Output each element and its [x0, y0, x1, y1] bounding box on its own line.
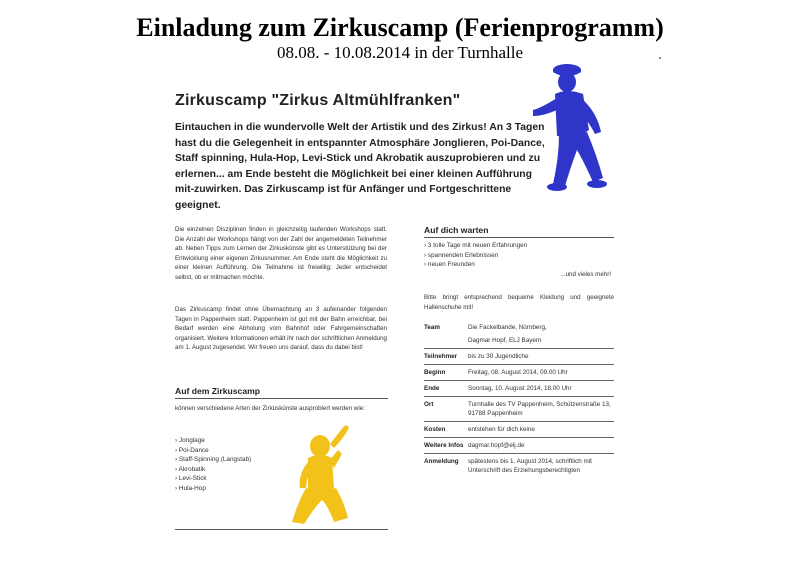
intro-paragraph: Eintauchen in die wundervolle Welt der Artistik und des Zirkus! An 3 Tagen hast du die Gelegenheit in entspannter Atmosphäre Jonglieren, Poi-Dance, Staff spinning, Hula-Hop, Levi-Stick und Akrobatik auszuprobieren und zu erlernen... am Ende besteht die Möglichkeit bei einer kleinen Aufführung mit-zuwirken. Das Zirkuscamp ist für Anfänger und Fortgeschrittene geeignet.	[175, 122, 545, 211]
table-row	[424, 349, 614, 365]
info-label: Kosten	[424, 422, 468, 438]
info-value: spätestens bis 1. August 2014, schriftlich mit Unterschrift des Erziehungsberechtigten	[468, 458, 592, 474]
info-value: Freitag, 08. August 2014, 09.00 Uhr	[468, 365, 614, 381]
location-paragraph: Das Zirkuscamp findet ohne Übernachtung an 3 aufeinander folgenden Tagen in Pappenheim statt. Pappenheim ist gut mit der Bahn erreichbar, bei Bedarf werden eine Abholung vom Bahnhof oder Fahrgemeinschaften organisiert. Weitere Informationen erhält ihr nach der schriftlichen Anmeldung am 1. August zugesendet. Wir freuen uns darauf, dass du dabei bist!	[175, 306, 387, 352]
info-label: Beginn	[424, 365, 468, 381]
info-value: entstehen für dich keine	[468, 422, 614, 438]
list-item: › neuen Freunden	[424, 261, 475, 269]
list-item: › Poi-Dance	[175, 446, 209, 454]
flyer-title: Zirkuscamp "Zirkus Altmühlfranken"	[175, 92, 461, 109]
info-value: Turnhalle des TV Pappenheim, Schützenstraße 13, 91788 Pappenheim	[468, 397, 614, 422]
list-item: › spannenden Erlebnissen	[424, 251, 499, 259]
info-label: Ende	[424, 381, 468, 397]
section-heading-auf-dich-warten: Auf dich warten	[424, 225, 489, 235]
disciplines-lead-text: können verschiedene Arten der Zirkuskünste ausprobiert werden wie:	[175, 405, 365, 412]
list-item: › Akrobatik	[175, 465, 206, 473]
disciplines-list	[175, 436, 251, 493]
dancer-silhouette-icon	[527, 60, 622, 195]
table-row	[424, 397, 614, 422]
info-label: Teilnehmer	[424, 349, 468, 365]
benefits-list	[424, 241, 614, 270]
speck-mark	[659, 57, 661, 59]
info-value: Sonntag, 10. August 2014, 18.00 Uhr	[468, 381, 614, 397]
table-row	[424, 381, 614, 397]
document-title: Einladung zum Zirkuscamp (Ferienprogramm)	[136, 13, 664, 42]
info-value: bis zu 30 Jugendliche	[468, 349, 614, 365]
table-row	[424, 438, 614, 454]
table-row	[424, 365, 614, 381]
list-item: › Staff-Spinning (Langstab)	[175, 456, 252, 463]
table-row	[424, 321, 614, 349]
section-heading-zirkuscamp: Auf dem Zirkuscamp	[175, 386, 261, 396]
info-label: Anmeldung	[424, 458, 459, 465]
child-silhouette-icon	[286, 422, 362, 528]
divider	[175, 529, 388, 530]
clothing-hint: Bitte bringt entsprechend bequeme Kleidung und geeignete Hallenschuhe mit!	[424, 294, 614, 311]
list-item: › Hula-Hop	[175, 484, 206, 492]
table-row	[424, 422, 614, 438]
event-date-line: 08.08. - 10.08.2014 in der Turnhalle	[276, 43, 524, 62]
table-row	[424, 454, 614, 479]
info-label: Team	[424, 321, 468, 349]
and-more-text: ...und vieles mehr!	[560, 271, 611, 278]
info-label: Weitere Infos	[424, 438, 468, 454]
divider	[424, 237, 614, 238]
divider	[175, 398, 388, 399]
list-item: › Levi-Stick	[175, 475, 207, 482]
team-line: Die Fackelbande, Nürnberg,	[468, 324, 547, 331]
list-item: › 3 tolle Tage mit neuen Erfahrungen	[424, 242, 528, 249]
info-label: Ort	[424, 397, 468, 422]
event-info-table	[424, 321, 614, 478]
team-line: Dagmar Hopf, ELJ Bayern	[468, 337, 542, 344]
workshops-paragraph: Die einzelnen Disziplinen finden in gleichzeitig laufenden Workshops statt. Die Anzahl der Workshops hängt von der Zahl der angemeldeten Teilnehmer ab. Neben Tipps zum Lernen der Zirkuskünste gibt es Unterstützung bei der Entwicklung einer eigenen Zirkusnummer. Am Ende steht die Möglichkeit zu einer kleinen Aufführung. Die Teilnahme ist freiwillig; Jeder entscheidet selbst, ob er mitmachen möchte.	[175, 226, 387, 281]
list-item: › Jonglage	[175, 437, 205, 444]
info-value	[468, 321, 614, 349]
info-value[interactable]: dagmar.hopf@elj.de	[468, 438, 614, 454]
